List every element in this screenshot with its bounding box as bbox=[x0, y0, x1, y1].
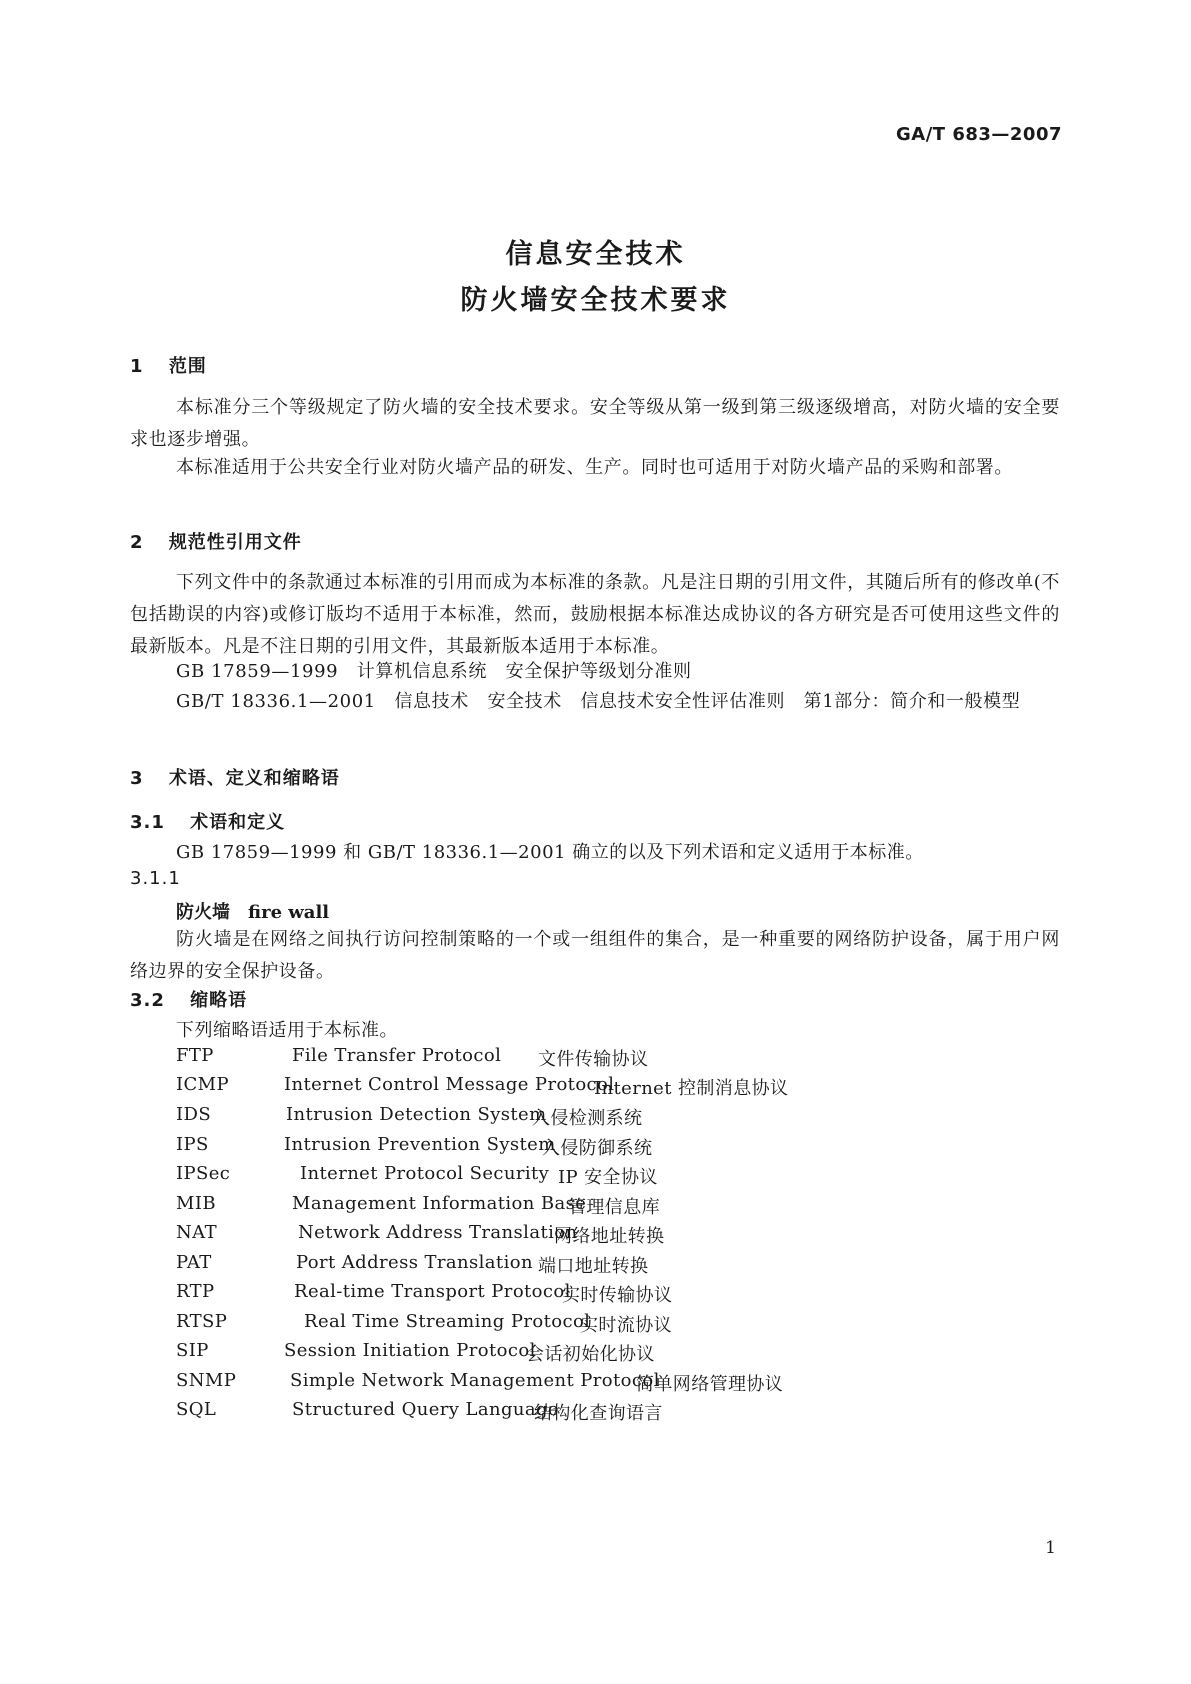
abbr: SNMP bbox=[176, 1370, 237, 1391]
abbr: PAT bbox=[176, 1252, 212, 1273]
abbr-full: Port Address Translation bbox=[296, 1252, 533, 1273]
abbr-chinese: Internet 控制消息协议 bbox=[594, 1078, 789, 1099]
section-1-heading bbox=[130, 352, 207, 378]
abbr: SQL bbox=[176, 1399, 217, 1420]
abbr-chinese: 实时传输协议 bbox=[562, 1285, 673, 1306]
abbr-chinese: 入侵防御系统 bbox=[542, 1138, 653, 1159]
subsection-title: 缩略语 bbox=[190, 990, 248, 1011]
section-1-paragraph-1: 本标准分三个等级规定了防火墙的安全技术要求。安全等级从第一级到第三级逐级增高，对防火墙的安全要求也逐步增强。 bbox=[130, 397, 1060, 450]
section-3-heading bbox=[130, 764, 340, 790]
subsection-3-2-heading bbox=[130, 986, 247, 1012]
reference-1: GB 17859—1999 计算机信息系统 安全保护等级划分准则 bbox=[176, 661, 692, 682]
abbr-full: Real-time Transport Protocol bbox=[294, 1281, 571, 1302]
abbr-full: Management Information Base bbox=[292, 1193, 587, 1214]
abbr-chinese: 简单网络管理协议 bbox=[636, 1374, 784, 1395]
section-title: 规范性引用文件 bbox=[168, 532, 302, 553]
abbr: IPS bbox=[176, 1134, 209, 1155]
abbr-full: Simple Network Management Protocol bbox=[290, 1370, 660, 1391]
section-number: 2 bbox=[130, 532, 144, 553]
section-title: 范围 bbox=[168, 356, 207, 377]
reference-2: GB/T 18336.1—2001 信息技术 安全技术 信息技术安全性评估准则 第1部分：简介和一般模型 bbox=[176, 691, 1021, 712]
page-number: 1 bbox=[1045, 1538, 1056, 1558]
abbr-full: Intrusion Prevention System bbox=[284, 1134, 556, 1155]
subsection-number: 3.1 bbox=[130, 812, 165, 833]
term-definition: 防火墙是在网络之间执行访问控制策略的一个或一组组件的集合，是一种重要的网络防护设备，属于用户网络边界的安全保护设备。 bbox=[130, 929, 1060, 982]
abbr-full: File Transfer Protocol bbox=[292, 1045, 502, 1066]
term-firewall: 防火墙 fire wall bbox=[176, 902, 330, 923]
abbr: SIP bbox=[176, 1340, 209, 1361]
item-number-3-1-1: 3.1.1 bbox=[130, 868, 181, 889]
abbr: NAT bbox=[176, 1222, 217, 1243]
section-number: 1 bbox=[130, 356, 144, 377]
abbr-chinese: 会话初始化协议 bbox=[526, 1344, 655, 1365]
abbr-full: Structured Query Language bbox=[292, 1399, 559, 1420]
abbr-chinese: IP 安全协议 bbox=[558, 1167, 658, 1188]
abbr: MIB bbox=[176, 1193, 216, 1214]
abbr: IPSec bbox=[176, 1163, 231, 1184]
section-1-paragraph-2: 本标准适用于公共安全行业对防火墙产品的研发、生产。同时也可适用于对防火墙产品的采购和部署。 bbox=[176, 457, 1013, 478]
abbr-chinese: 实时流协议 bbox=[580, 1315, 672, 1336]
section-number: 3 bbox=[130, 768, 144, 789]
abbr-full: Network Address Translation bbox=[298, 1222, 578, 1243]
subsection-number: 3.2 bbox=[130, 990, 165, 1011]
title-line-1: 信息安全技术 bbox=[505, 239, 686, 270]
abbr: IDS bbox=[176, 1104, 212, 1125]
abbr-full: Intrusion Detection System bbox=[286, 1104, 547, 1125]
abbr-chinese: 网络地址转换 bbox=[554, 1226, 665, 1247]
abbr: FTP bbox=[176, 1045, 214, 1066]
abbr-chinese: 端口地址转换 bbox=[538, 1256, 649, 1277]
abbr-chinese: 入侵检测系统 bbox=[532, 1108, 643, 1129]
abbr: RTP bbox=[176, 1281, 215, 1302]
abbr-full: Real Time Streaming Protocol bbox=[304, 1311, 591, 1332]
subsection-3-1-heading bbox=[130, 808, 285, 834]
title-line-2: 防火墙安全技术要求 bbox=[460, 285, 731, 316]
standard-code: GA/T 683—2007 bbox=[896, 124, 1062, 145]
abbr: ICMP bbox=[176, 1074, 230, 1095]
subsection-title: 术语和定义 bbox=[190, 812, 286, 833]
subsection-3-2-paragraph: 下列缩略语适用于本标准。 bbox=[176, 1020, 398, 1041]
section-2-paragraph: 下列文件中的条款通过本标准的引用而成为本标准的条款。凡是注日期的引用文件，其随后所有的修改单(不包括勘误的内容)或修订版均不适用于本标准，然而，鼓励根据本标准达成协议的各方研究是否可使用这些文件的最新版本。凡是不注日期的引用文件，其最新版本适用于本标准。 bbox=[130, 572, 1060, 657]
abbr-chinese: 文件传输协议 bbox=[538, 1049, 649, 1070]
abbr-full: Session Initiation Protocol bbox=[284, 1340, 536, 1361]
abbr: RTSP bbox=[176, 1311, 228, 1332]
abbr-chinese: 管理信息库 bbox=[568, 1197, 660, 1218]
abbr-chinese: 结构化查询语言 bbox=[534, 1403, 663, 1424]
subsection-3-1-paragraph: GB 17859—1999 和 GB/T 18336.1—2001 确立的以及下列术语和定义适用于本标准。 bbox=[176, 842, 924, 863]
abbr-full: Internet Control Message Protocol bbox=[284, 1074, 615, 1095]
section-title: 术语、定义和缩略语 bbox=[168, 768, 340, 789]
section-2-heading bbox=[130, 528, 302, 554]
abbr-full: Internet Protocol Security bbox=[300, 1163, 550, 1184]
